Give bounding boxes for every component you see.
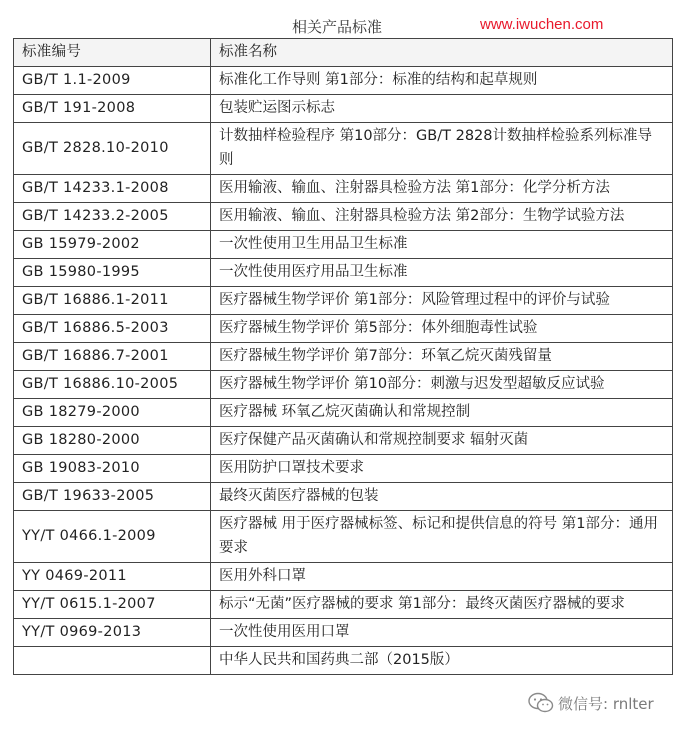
table-row: [14, 315, 673, 343]
standard-name-cell: 医疗器械 环氧乙烷灭菌确认和常规控制: [211, 399, 673, 427]
standard-name-cell: 包装贮运图示标志: [211, 95, 673, 123]
table-row: [14, 371, 673, 399]
watermark-text: 微信号: rnlter: [558, 694, 654, 713]
standard-name-cell: 一次性使用医疗用品卫生标准: [211, 259, 673, 287]
table-row: [14, 427, 673, 455]
standard-number-cell: GB 15979-2002: [14, 231, 211, 259]
table-caption: [0, 16, 688, 38]
table-row: [14, 563, 673, 591]
standard-number-cell: YY 0469-2011: [14, 563, 211, 591]
standard-name-cell: 医疗器械生物学评价 第10部分：刺激与迟发型超敏反应试验: [211, 371, 673, 399]
standard-number-cell: GB/T 2828.10-2010: [14, 123, 211, 175]
standard-number-cell: GB 15980-1995: [14, 259, 211, 287]
table-row: [14, 123, 673, 175]
table-row: [14, 647, 673, 675]
table-header-row: [14, 39, 673, 67]
standard-name-cell: 医用外科口罩: [211, 563, 673, 591]
standard-name-cell: 医疗器械生物学评价 第7部分：环氧乙烷灭菌残留量: [211, 343, 673, 371]
table-row: [14, 175, 673, 203]
standard-name-cell: 标示“无菌”医疗器械的要求 第1部分：最终灭菌医疗器械的要求: [211, 591, 673, 619]
standard-name-cell: 中华人民共和国药典二部（2015版）: [211, 647, 673, 675]
standard-number-cell: GB 18279-2000: [14, 399, 211, 427]
watermark: [528, 690, 678, 716]
standard-number-cell: GB/T 14233.1-2008: [14, 175, 211, 203]
standard-number-cell: GB/T 16886.5-2003: [14, 315, 211, 343]
caption-title: 相关产品标准: [292, 18, 383, 36]
standard-number-cell: GB/T 1.1-2009: [14, 67, 211, 95]
standards-table: [13, 38, 673, 675]
table-row: [14, 67, 673, 95]
header-standard-number: 标准编号: [14, 39, 211, 67]
standard-name-cell: 医疗器械生物学评价 第5部分：体外细胞毒性试验: [211, 315, 673, 343]
table-row: [14, 259, 673, 287]
standard-number-cell: YY/T 0466.1-2009: [14, 511, 211, 563]
standard-name-cell: 医疗保健产品灭菌确认和常规控制要求 辐射灭菌: [211, 427, 673, 455]
standards-table-body: [14, 39, 673, 675]
wechat-icon: [528, 692, 554, 714]
standard-number-cell: GB 19083-2010: [14, 455, 211, 483]
standard-number-cell: GB/T 16886.7-2001: [14, 343, 211, 371]
standard-number-cell: [14, 647, 211, 675]
standard-name-cell: 医用输液、输血、注射器具检验方法 第2部分：生物学试验方法: [211, 203, 673, 231]
table-row: [14, 619, 673, 647]
standard-name-cell: 标准化工作导则 第1部分：标准的结构和起草规则: [211, 67, 673, 95]
standard-name-cell: 一次性使用卫生用品卫生标准: [211, 231, 673, 259]
standard-name-cell: 计数抽样检验程序 第10部分：GB/T 2828计数抽样检验系列标准导则: [211, 123, 673, 175]
table-row: [14, 511, 673, 563]
table-row: [14, 287, 673, 315]
table-row: [14, 343, 673, 371]
standard-name-cell: 医疗器械生物学评价 第1部分：风险管理过程中的评价与试验: [211, 287, 673, 315]
header-standard-name: 标准名称: [211, 39, 673, 67]
standard-number-cell: GB/T 191-2008: [14, 95, 211, 123]
standard-name-cell: 最终灭菌医疗器械的包装: [211, 483, 673, 511]
table-row: [14, 95, 673, 123]
standard-name-cell: 医疗器械 用于医疗器械标签、标记和提供信息的符号 第1部分：通用要求: [211, 511, 673, 563]
table-row: [14, 203, 673, 231]
standard-number-cell: GB/T 14233.2-2005: [14, 203, 211, 231]
caption-url-link[interactable]: www.iwuchen.com: [480, 16, 604, 33]
standard-number-cell: GB/T 16886.1-2011: [14, 287, 211, 315]
standard-number-cell: GB/T 19633-2005: [14, 483, 211, 511]
table-row: [14, 483, 673, 511]
standard-name-cell: 医用防护口罩技术要求: [211, 455, 673, 483]
standard-number-cell: GB/T 16886.10-2005: [14, 371, 211, 399]
table-row: [14, 231, 673, 259]
standard-number-cell: YY/T 0969-2013: [14, 619, 211, 647]
standard-name-cell: 一次性使用医用口罩: [211, 619, 673, 647]
standard-number-cell: YY/T 0615.1-2007: [14, 591, 211, 619]
table-row: [14, 399, 673, 427]
table-row: [14, 455, 673, 483]
table-row: [14, 591, 673, 619]
standard-name-cell: 医用输液、输血、注射器具检验方法 第1部分：化学分析方法: [211, 175, 673, 203]
standard-number-cell: GB 18280-2000: [14, 427, 211, 455]
